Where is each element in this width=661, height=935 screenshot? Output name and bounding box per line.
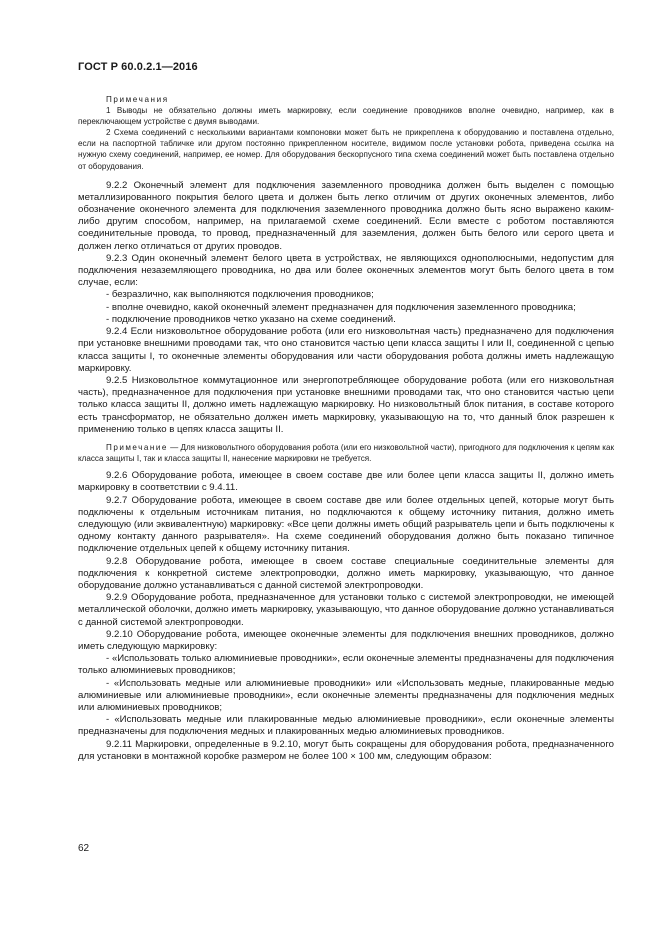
paragraph-9-2-10: 9.2.10 Оборудование робота, имеющее оконечные элементы для подключения внешних проводников, должно иметь следующую маркировку: <box>78 628 614 652</box>
paragraph-9-2-5: 9.2.5 Низковольтное коммутационное или энергопотребляющее оборудование робота (или его низковольтная часть), предназначенное для подключения при установке внешними проводами так, что оно становится частью цепи только класса защиты II, должно иметь надлежащую маркировку. Но низковольтный блок питания, в составе которого есть трансформатор, не обязательно должен иметь маркировку, указывающую на то, что данный блок разрешен к применению только в цепях класса защиты II. <box>78 374 614 435</box>
paragraph-9-2-11: 9.2.11 Маркировки, определенные в 9.2.10, могут быть сокращены для оборудования робота, предназначенного для установки в монтажной коробке размером не более 100 × 100 мм, следующим образом: <box>78 738 614 762</box>
paragraph-9-2-6: 9.2.6 Оборудование робота, имеющее в своем составе две или более цепи класса защиты II, должно иметь маркировку в соответствии с 9.4.11. <box>78 470 614 494</box>
list-item: - безразлично, как выполняются подключения проводников; <box>106 289 374 301</box>
list-item: - подключение проводников четко указано на схеме соединений. <box>106 313 396 325</box>
list-item: - «Использовать медные или плакированные медью алюминиевые проводники», если оконечные элементы предназначены для подключения медных и плакированных медью алюминиевых проводников. <box>78 714 614 738</box>
list-item: - «Использовать медные или алюминиевые проводники» или «Использовать медные, плакированные медью алюминиевые или алюминиевые проводники», если оконечные элементы предназначены для подключения медных или алюминиевых проводников; <box>78 677 614 713</box>
note-mid-text: — Для низковольтного оборудования робота (или его низковольтной части), пригодного для подключения к цепям как класса защиты I, так и класса защиты II, нанесение маркировки не требуется. <box>78 442 614 464</box>
notes-block <box>78 94 614 172</box>
paragraph-9-2-2: 9.2.2 Оконечный элемент для подключения заземленного проводника должен быть выделен с помощью металлизированного покрытия белого цвета и должен быть легко отличим от других оконечных элементов, либо обозначение оконечного элемента для подключения заземленного проводника должно быть ясно выражено каким-либо другим способом, например, на прилагаемой схеме соединений. Если вместе с роботом поставляются соединительные провода, то провод, предназначенный для заземления, должен быть белого или серого цвета и должен легко отличаться от других проводов. <box>78 179 614 252</box>
note-mid-label: Примечание <box>106 442 168 452</box>
list-item: - вполне очевидно, какой оконечный элемент предназначен для подключения заземленного проводника; <box>106 301 576 313</box>
notes-title: Примечания <box>106 95 169 104</box>
note-item-1: 1 Выводы не обязательно должны иметь маркировку, если соединение проводников вполне очевидно, например, как в переключающем устройстве с двумя выводами. <box>78 106 614 127</box>
document-body <box>78 94 614 763</box>
note-item-2: 2 Схема соединений с несколькими вариантами компоновки может быть не прикреплена к оборудованию и поставлена отдельно, если на паспортной табличке или другом постоянно прикрепленном носителе, видимом после установки робота, приведена ссылка на нужную схему соединений, например, ее номер. Для оборудования бескорпусного типа схема соединений может быть поставлена отдельно от оборудования. <box>78 128 614 171</box>
paragraph-9-2-4: 9.2.4 Если низковольтное оборудование робота (или его низковольтная часть) предназначено для подключения при установке внешними проводами так, что оно становится частью цепи класса защиты I или II, соединенной с цепью класса защиты I, то оконечные элементы оборудования или части оборудования робота должны иметь надлежащую маркировку. <box>78 326 614 374</box>
paragraph-9-2-3: 9.2.3 Один оконечный элемент белого цвета в устройствах, не являющихся однополюсными, недопустим для подключения незаземляющего проводника, но два или более оконечных элементов могут быть белого цвета в том случае, если: <box>78 252 614 289</box>
paragraph-9-2-8: 9.2.8 Оборудование робота, имеющее в своем составе специальные соединительные элементы для подключения к конкретной системе электропроводки, должно иметь маркировку, указывающую, что данное оборудование должно устанавливаться с данной системой электропроводки. <box>78 555 614 591</box>
document-header: ГОСТ Р 60.0.2.1—2016 <box>78 61 198 73</box>
note-mid <box>78 442 614 464</box>
paragraph-9-2-9: 9.2.9 Оборудование робота, предназначенное для установки только с системой электропроводки, не имеющей металлической оболочки, должно иметь маркировку, указывающую, что данное оборудование должно устанавливаться с данной системой электропроводки. <box>78 592 615 628</box>
page-number: 62 <box>78 843 90 854</box>
list-item: - «Использовать только алюминиевые проводники», если оконечные элементы предназначены для подключения только алюминиевых проводников; <box>78 653 614 677</box>
paragraph-9-2-7: 9.2.7 Оборудование робота, имеющее в своем составе две или более отдельных цепей, которые могут быть подключены к отдельным источникам питания, но подключаются к общему источнику питания, должно иметь следующую (или эквивалентную) маркировку: «Все цепи должны иметь общий разрыватель цепи и быть подключены к одному контакту данного разрывателя». На схеме соединений оборудования должно быть показано типичное подключение отдельных цепей к общему источнику питания. <box>78 494 614 555</box>
